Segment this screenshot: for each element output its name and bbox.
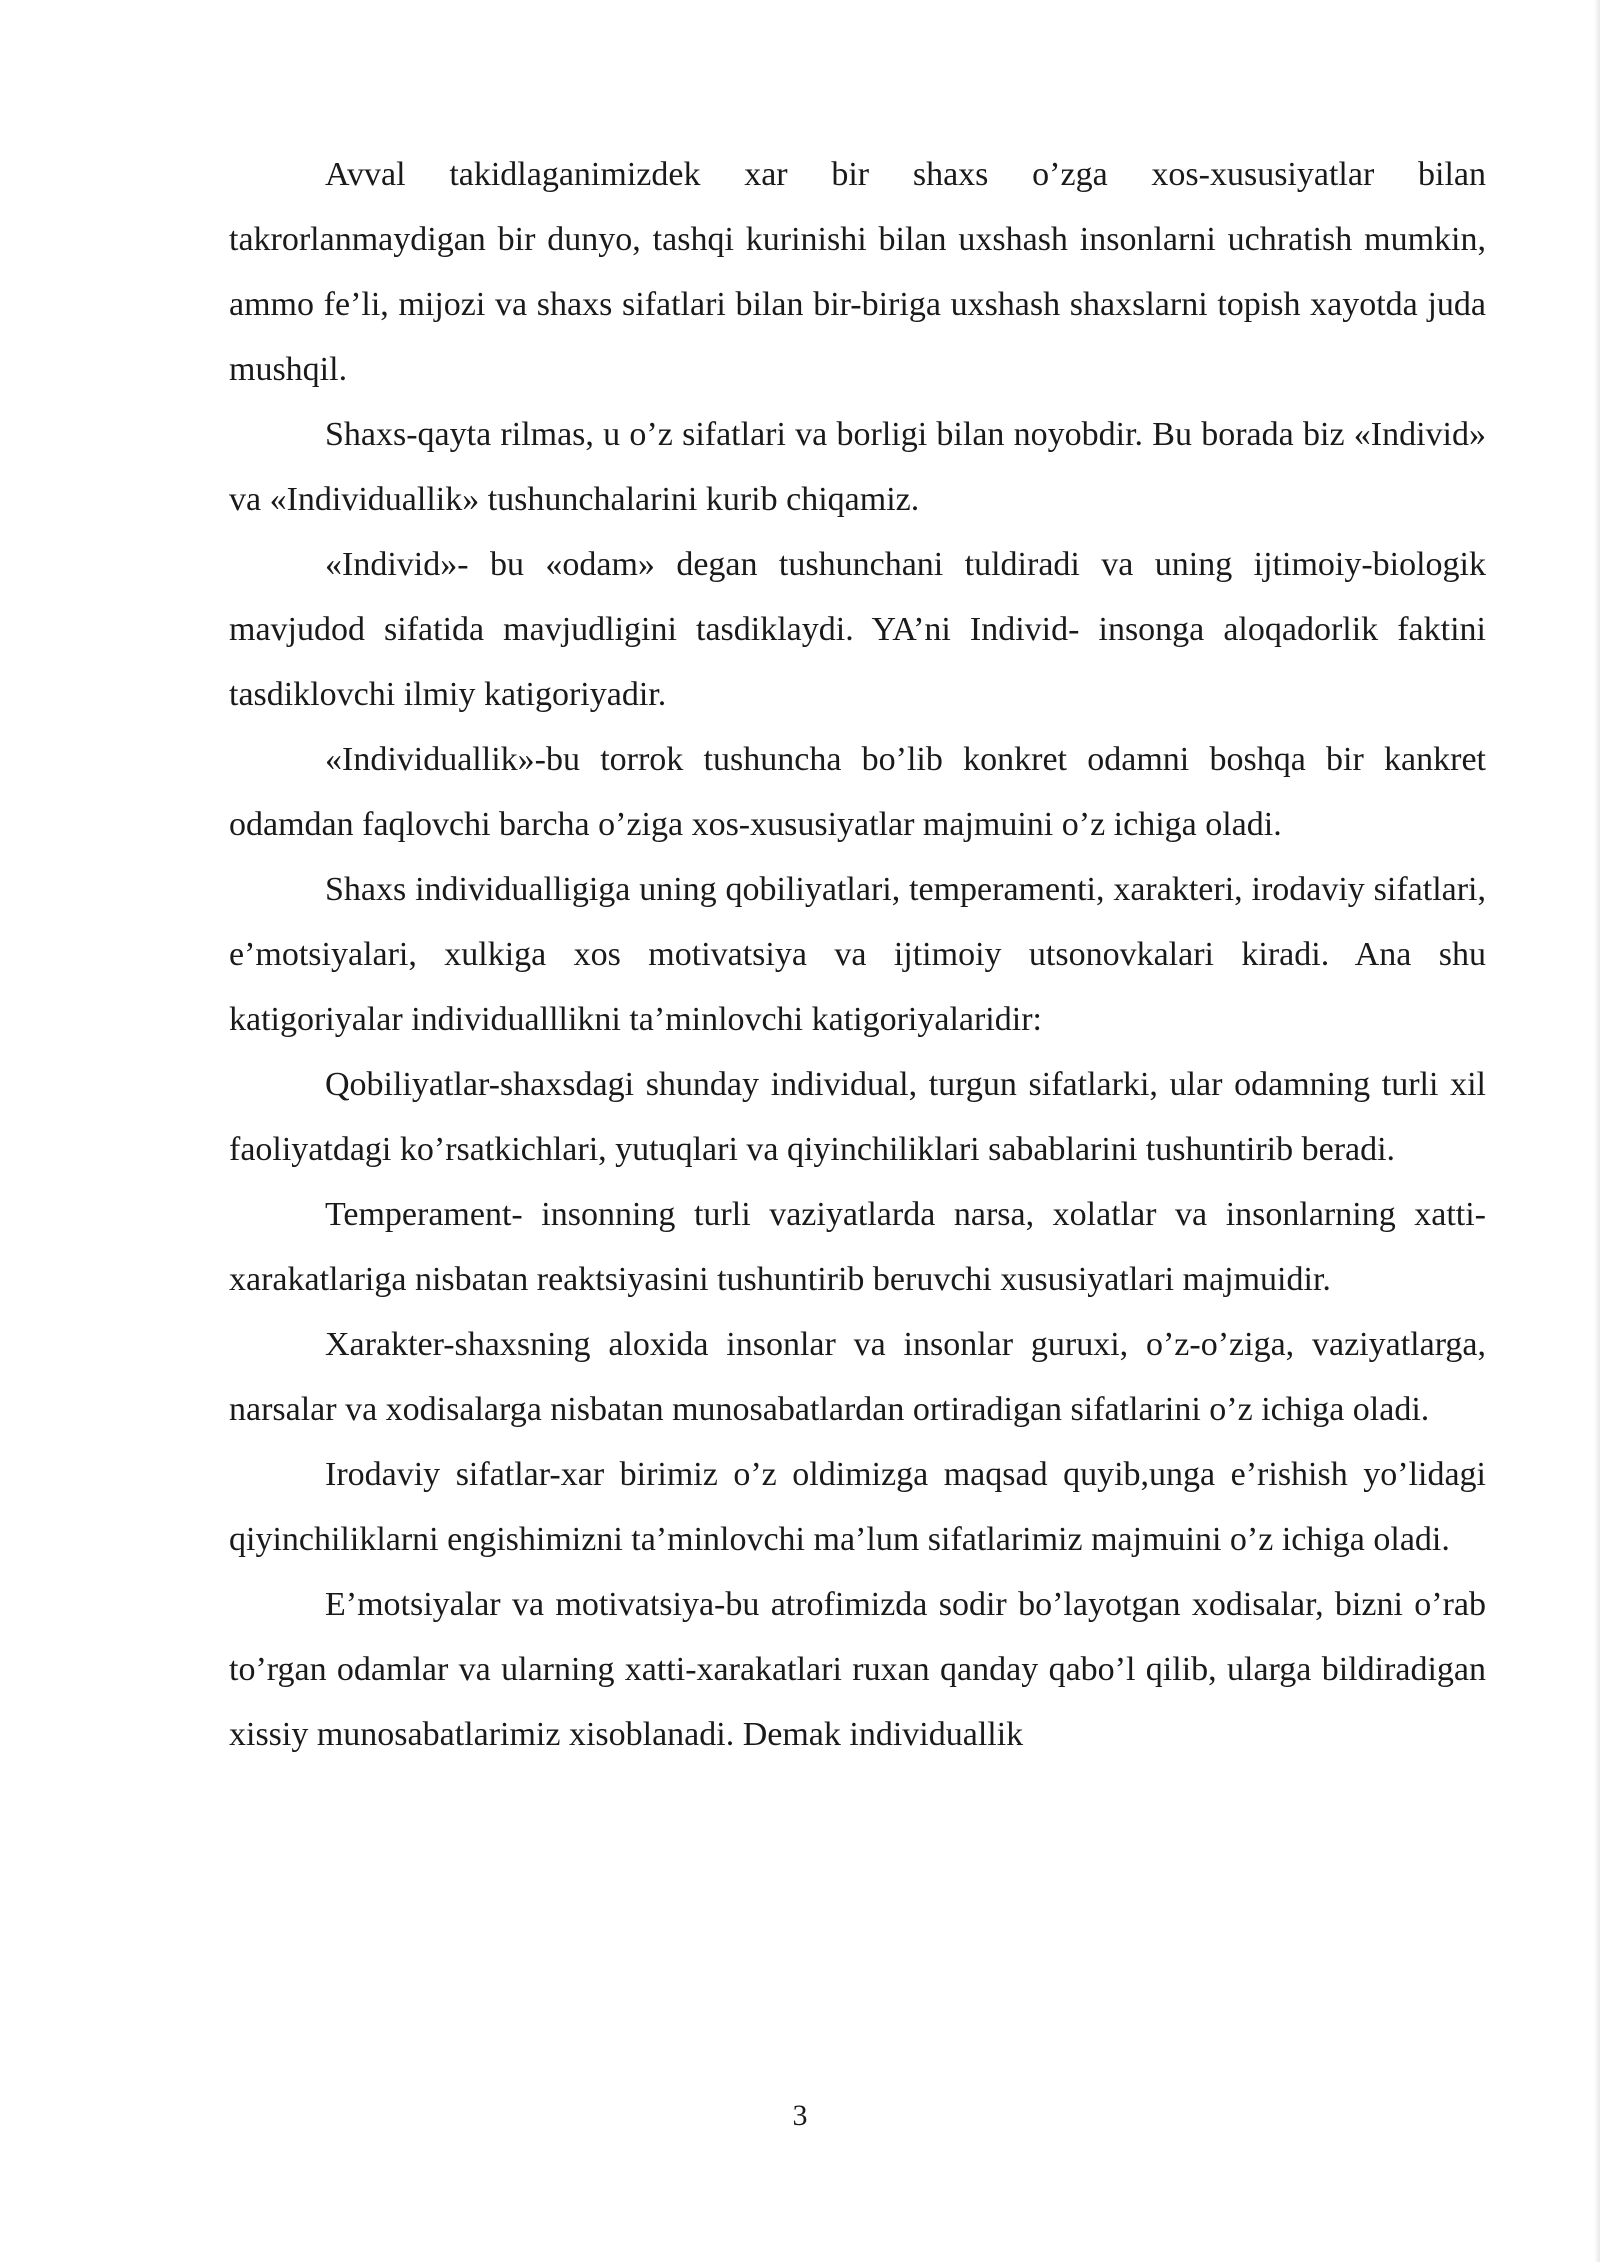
- paragraph-2: Shaxs-qayta rilmas, u o’z sifatlari va borligi bilan noyobdir. Bu borada biz «Individ» va «Individuallik» tushunchalarini kurib chiqamiz.: [229, 416, 1486, 518]
- paragraph-4: «Individuallik»-bu torrok tushuncha bo’lib konkret odamni boshqa bir kankret odamdan faqlovchi barcha o’ziga xos-xususiyatlar majmuini o’z ichiga oladi.: [229, 741, 1486, 843]
- paragraph-10: E’motsiyalar va motivatsiya-bu atrofimizda sodir bo’layotgan xodisalar, bizni o’rab to’rgan odamlar va ularning xatti-xarakatlari ruxan qanday qabo’l qilib, ularga bildiradigan xissiy munosabatlarimiz xisoblanadi. Demak individuallik: [229, 1586, 1486, 1753]
- paragraph-3: «Individ»- bu «odam» degan tushunchani tuldiradi va uning ijtimoiy-biologik mavjudod sifatida mavjudligini tasdiklaydi. YA’ni Individ- insonga aloqadorlik faktini tasdiklovchi ilmiy katigoriyadir.: [229, 546, 1486, 713]
- paragraph-5: Shaxs individualligiga uning qobiliyatlari, temperamenti, xarakteri, irodaviy sifatlari, e’motsiyalari, xulkiga xos motivatsiya va ijtimoiy utsonovkalari kiradi. Ana shu katigoriyalar individualllikni ta’minlovchi katigoriyalaridir:: [229, 871, 1486, 1038]
- paragraph-7: Temperament- insonning turli vaziyatlarda narsa, xolatlar va insonlarning xatti-xarakatlariga nisbatan reaktsiyasini tushuntirib beruvchi xususiyatlari majmuidir.: [229, 1196, 1486, 1298]
- paragraph-8: Xarakter-shaxsning aloxida insonlar va insonlar guruxi, o’z-o’ziga, vaziyatlarga, narsalar va xodisalarga nisbatan munosabatlardan ortiradigan sifatlarini o’z ichiga oladi.: [229, 1326, 1486, 1428]
- paragraph-1: Avval takidlaganimizdek xar bir shaxs o’zga xos-xususiyatlar bilan takrorlanmaydigan bir dunyo, tashqi kurinishi bilan uxshash insonlarni uchratish mumkin, ammo fe’li, mijozi va shaxs sifatlari bilan bir-biriga uxshash shaxslarni topish xayotda juda mushqil.: [229, 156, 1486, 388]
- body-text: [229, 142, 1486, 1767]
- paragraph-6: Qobiliyatlar-shaxsdagi shunday individual, turgun sifatlarki, ular odamning turli xil faoliyatdagi ko’rsatkichlari, yutuqlari va qiyinchiliklari sabablarini tushuntirib beradi.: [229, 1066, 1486, 1168]
- paragraph-9: Irodaviy sifatlar-xar birimiz o’z oldimizga maqsad quyib,unga e’rishish yo’lidagi qiyinchiliklarni engishimizni ta’minlovchi ma’lum sifatlarimiz majmuini o’z ichiga oladi.: [229, 1456, 1486, 1558]
- page-edge-shadow: [1594, 0, 1600, 2262]
- page-number: 3: [792, 2099, 808, 2132]
